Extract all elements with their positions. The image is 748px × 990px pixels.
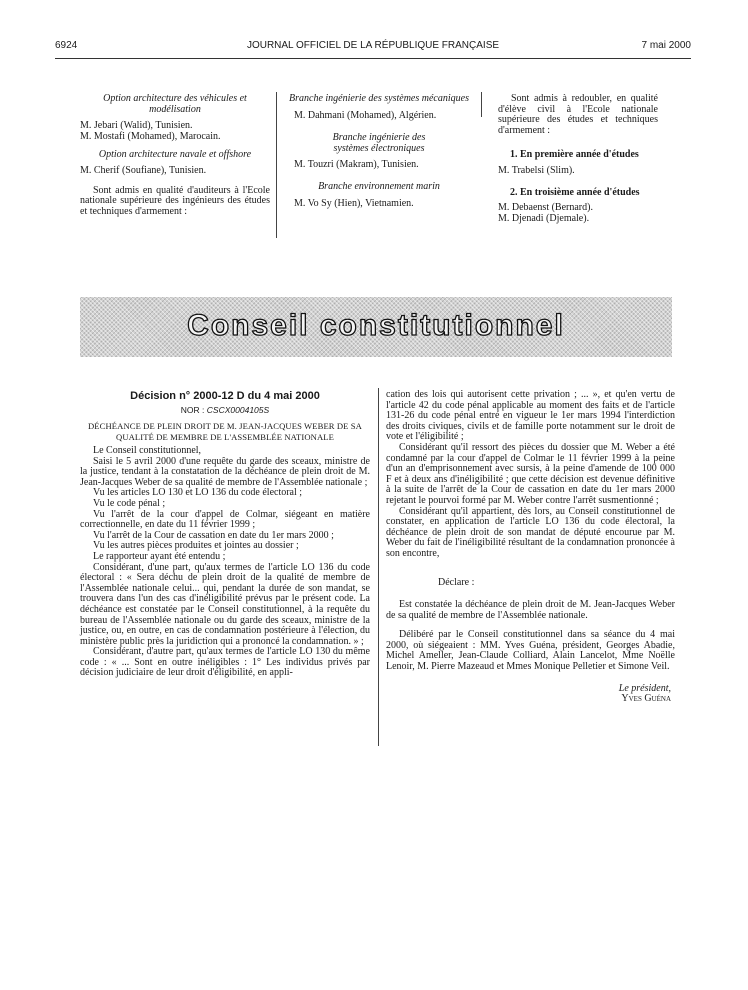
col3-name: M. Djenadi (Djemale). (498, 212, 590, 224)
deliberation-paragraph: Délibéré par le Conseil constitutionnel dans sa séance du 4 mai 2000, où siégeaient : MM. Yves Guéna, président, Georges Abadie, Michel Ameller, Jean-Claude Colliard, Alain Lancelot, Mme Noëlle Lenoir, M. Pierre Mazeaud et Mmes Monique Pelletier et Simone Veil. (386, 629, 675, 673)
nor-reference (80, 405, 370, 415)
decision-paragraph: Vu l'arrêt de la cour d'appel de Colmar, siégeant en matière correctionnelle, en date du 11 février 1999 ; (80, 508, 370, 531)
page-number: 6924 (55, 40, 78, 51)
col3-heading-1: 1. En première année d'études (510, 149, 639, 161)
col3-heading-2: 2. En troisième année d'études (510, 186, 640, 198)
col2-name: M. Touzri (Makram), Tunisien. (294, 159, 419, 171)
col1-heading-1: Option architecture des véhicules et modélisation (103, 93, 247, 115)
col1-name: M. Jebari (Walid), Tunisien. (80, 120, 193, 132)
top-column-2 (284, 94, 474, 209)
nor-code: CSCX0004105S (206, 405, 270, 415)
decision-paragraph: Le rapporteur ayant été entendu ; (93, 550, 226, 562)
header-rule (55, 58, 691, 59)
col2-name: M. Dahmani (Mohamed), Algérien. (294, 109, 437, 121)
page-header (55, 40, 691, 54)
col3-name: M. Debaenst (Bernard). (498, 202, 593, 214)
declare-heading: Déclare : (438, 576, 475, 588)
decision-paragraph: cation des lois qui autorisent cette privation ; ... », et qu'en vertu de l'article 42 du code pénal applicable au moment des faits et de l'article 131-26 du code pénal entré en vigueur le 1er mars 1994 l'interdiction des droits civiques, civils et de famille porte notamment sur le droit de vote et l'éligibilité ; (386, 389, 675, 443)
col1-paragraph: Sont admis en qualité d'auditeurs à l'Ecole nationale supérieure des ingénieurs des études et techniques d'armement : (80, 184, 270, 217)
decision-paragraph: Considérant, d'autre part, qu'aux termes de l'article LO 130 du même code : « ... Sont en outre inéligibles : 1° Les individus privés par décision judiciaire de leur droit d'éligibilité, en appli- (80, 646, 370, 679)
top-column-3 (498, 94, 658, 224)
decision-paragraph: Vu les autres pièces produites et jointes au dossier ; (93, 540, 299, 552)
top-column-1 (80, 94, 270, 217)
col3-name: M. Trabelsi (Slim). (498, 164, 575, 176)
publication-date: 7 mai 2000 (641, 40, 691, 51)
decision-subject: DÉCHÉANCE DE PLEIN DROIT DE M. JEAN-JACQUES WEBER DE SA QUALITÉ DE MEMBRE DE L'ASSEMBLÉE NATIONALE (88, 421, 362, 442)
decision-paragraph: Saisi le 5 avril 2000 d'une requête du garde des sceaux, ministre de la justice, tendant à la constatation de la déchéance de plein droit de M. Jean-Jacques Weber de sa qualité de membre de l'Assemblée nationale ; (80, 455, 370, 488)
col1-name: M. Cherif (Soufiane), Tunisien. (80, 164, 207, 176)
column-divider (378, 388, 379, 746)
column-divider (481, 92, 482, 117)
column-divider (276, 92, 277, 238)
col3-paragraph: Sont admis à redoubler, en qualité d'élève civil à l'Ecole nationale supérieure des études et techniques d'armement : (498, 93, 658, 136)
decision-paragraph: Vu les articles LO 130 et LO 136 du code électoral ; (93, 487, 303, 499)
col2-name: M. Vo Sy (Hien), Vietnamien. (294, 197, 414, 209)
decision-title: Décision n° 2000-12 D du 4 mai 2000 (130, 390, 320, 402)
col2-heading-1: Branche ingénierie des systèmes mécaniques (289, 93, 469, 104)
nor-label: NOR : (180, 405, 205, 415)
decision-right-column (386, 390, 675, 705)
col1-heading-2: Option architecture navale et offshore (98, 149, 252, 161)
section-title: Conseil constitutionnel (187, 309, 565, 342)
section-banner (80, 297, 672, 357)
decision-paragraph: Vu le code pénal ; (93, 497, 166, 509)
decision-left-column (80, 390, 370, 679)
decision-paragraph: Le Conseil constitutionnel, (93, 445, 202, 456)
signature-name: Yves Guéna (621, 693, 671, 705)
journal-title: JOURNAL OFFICIEL DE LA RÉPUBLIQUE FRANÇAISE (246, 40, 500, 51)
decision-paragraph: Considérant qu'il appartient, dès lors, au Conseil constitutionnel de constater, en application de l'article LO 136 du code électoral, la déchéance de plein droit de son mandat de député encourue par M. Weber du fait de l'inéligibilité résultant de la condamnation prononcée à son encontre, (386, 505, 675, 559)
decision-paragraph: Considérant, d'une part, qu'aux termes de l'article LO 136 du code électoral : « Sera déchu de plein droit de la qualité de membre de l'Assemblée nationale celui... qui, pendant la durée de son mandat, se trouvera dans l'un des cas d'inéligibilité prévus par le présent code. La déchéance est constatée par le Conseil constitutionnel, à la requête du bureau de l'Assemblée nationale ou du garde des sceaux, ministre de la justice, ou, en outre, en cas de condamnation postérieure à l'élection, du ministère public près la juridiction qui a prononcé la condamnation. » ; (80, 561, 370, 647)
decision-paragraph: Vu l'arrêt de la Cour de cassation en date du 1er mars 2000 ; (93, 529, 334, 541)
col1-name: M. Mostafi (Mohamed), Marocain. (80, 130, 221, 142)
decision-article: Est constatée la déchéance de plein droit de M. Jean-Jacques Weber de sa qualité de membre de l'Assemblée nationale. (386, 599, 675, 621)
col2-heading-2: Branche ingénierie des systèmes électroniques (332, 132, 426, 154)
decision-paragraph: Considérant qu'il ressort des pièces du dossier que M. Weber a été condamné par la cour d'appel de Colmar le 11 février 1999 à la peine d'un an d'emprisonnement avec sursis, à la peine d'amende de 100 000 F et à deux ans d'inéligibilité ; que cette décision est devenue définitive à la suite de l'arrêt de la Cour de cassation en date du 1er mars 2000 rejetant le pourvoi formé par M. Weber contre l'arrêt susmentionné ; (386, 441, 675, 506)
col2-heading-3: Branche environnement marin (318, 180, 440, 192)
signature-title: Le président, (618, 682, 671, 694)
